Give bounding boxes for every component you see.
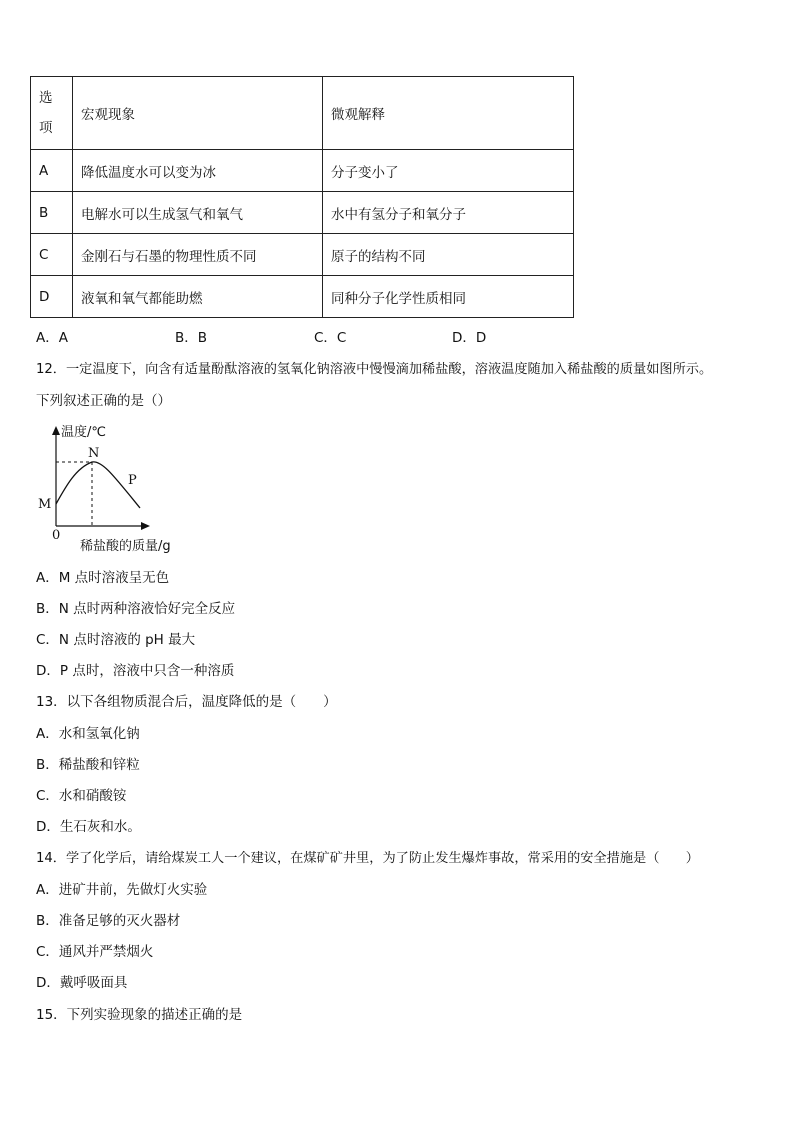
- row-phenomenon: 降低温度水可以变为冰: [73, 150, 323, 192]
- point-m-label: M: [38, 497, 52, 512]
- q13-option-a[interactable]: A．水和氢氧化钠: [36, 726, 140, 742]
- header-explanation: 微观解释: [323, 77, 574, 150]
- row-phenomenon: 电解水可以生成氢气和氧气: [73, 192, 323, 234]
- q11-options: [36, 326, 556, 344]
- row-option: D: [31, 276, 73, 318]
- q11-option-a[interactable]: A．A: [36, 330, 68, 346]
- row-explanation: 同种分子化学性质相同: [323, 276, 574, 318]
- q14-option-d[interactable]: D．戴呼吸面具: [36, 975, 128, 991]
- header-option-char-2: 项: [39, 120, 53, 136]
- row-option: B: [31, 192, 73, 234]
- origin-label: 0: [52, 528, 61, 543]
- q13-option-d[interactable]: D．生石灰和水。: [36, 819, 141, 835]
- q11-option-b[interactable]: B．B: [175, 330, 208, 346]
- y-axis-arrow: [52, 426, 60, 435]
- table-row: [31, 276, 574, 318]
- row-explanation: 分子变小了: [323, 150, 574, 192]
- q13-stem: 13．以下各组物质混合后，温度降低的是（ ）: [36, 694, 337, 710]
- header-phenomenon: 宏观现象: [73, 77, 323, 150]
- table-row: [31, 192, 574, 234]
- q11-option-c[interactable]: C．C: [314, 330, 347, 346]
- q11-table: [30, 76, 574, 318]
- row-option: C: [31, 234, 73, 276]
- q12-option-a[interactable]: A．M 点时溶液呈无色: [36, 570, 170, 586]
- q12-temperature-graph: [30, 420, 200, 554]
- point-n-label: N: [88, 446, 100, 461]
- q14-stem: 14．学了化学后，请给煤炭工人一个建议，在煤矿矿井里，为了防止发生爆炸事故，常采用的安全措施是（ ）: [36, 851, 699, 866]
- q12-stem-line2: 下列叙述正确的是（）: [36, 393, 171, 409]
- table-row: [31, 234, 574, 276]
- table-header-row: [31, 77, 574, 150]
- q12-option-d[interactable]: D．P 点时，溶液中只含一种溶质: [36, 663, 235, 679]
- q11-option-d[interactable]: D．D: [452, 330, 487, 346]
- table-row: [31, 150, 574, 192]
- row-explanation: 原子的结构不同: [323, 234, 574, 276]
- q15-stem: 15．下列实验现象的描述正确的是: [36, 1007, 243, 1023]
- x-axis-label: 稀盐酸的质量/g: [80, 539, 171, 554]
- q14-option-b[interactable]: B．准备足够的灭火器材: [36, 913, 181, 929]
- x-axis-arrow: [141, 522, 150, 530]
- header-option-cell: [31, 77, 73, 150]
- q14-option-a[interactable]: A．进矿井前，先做灯火实验: [36, 882, 208, 898]
- q13-option-c[interactable]: C．水和硝酸铵: [36, 788, 127, 804]
- row-phenomenon: 液氧和氧气都能助燃: [73, 276, 323, 318]
- y-axis-label: 温度/℃: [61, 425, 106, 440]
- q13-option-b[interactable]: B．稀盐酸和锌粒: [36, 757, 140, 773]
- q12-option-c[interactable]: C．N 点时溶液的 pH 最大: [36, 632, 196, 648]
- q12-option-b[interactable]: B．N 点时两种溶液恰好完全反应: [36, 601, 236, 617]
- row-phenomenon: 金刚石与石墨的物理性质不同: [73, 234, 323, 276]
- point-p-label: P: [128, 473, 137, 488]
- q12-stem-line1: 12．一定温度下，向含有适量酚酞溶液的氢氧化钠溶液中慢慢滴加稀盐酸，溶液温度随加入稀盐酸的质量如图所示。: [36, 362, 713, 377]
- row-explanation: 水中有氢分子和氧分子: [323, 192, 574, 234]
- q14-option-c[interactable]: C．通风并严禁烟火: [36, 944, 154, 960]
- row-option: A: [31, 150, 73, 192]
- header-option-char-1: 选: [39, 90, 53, 106]
